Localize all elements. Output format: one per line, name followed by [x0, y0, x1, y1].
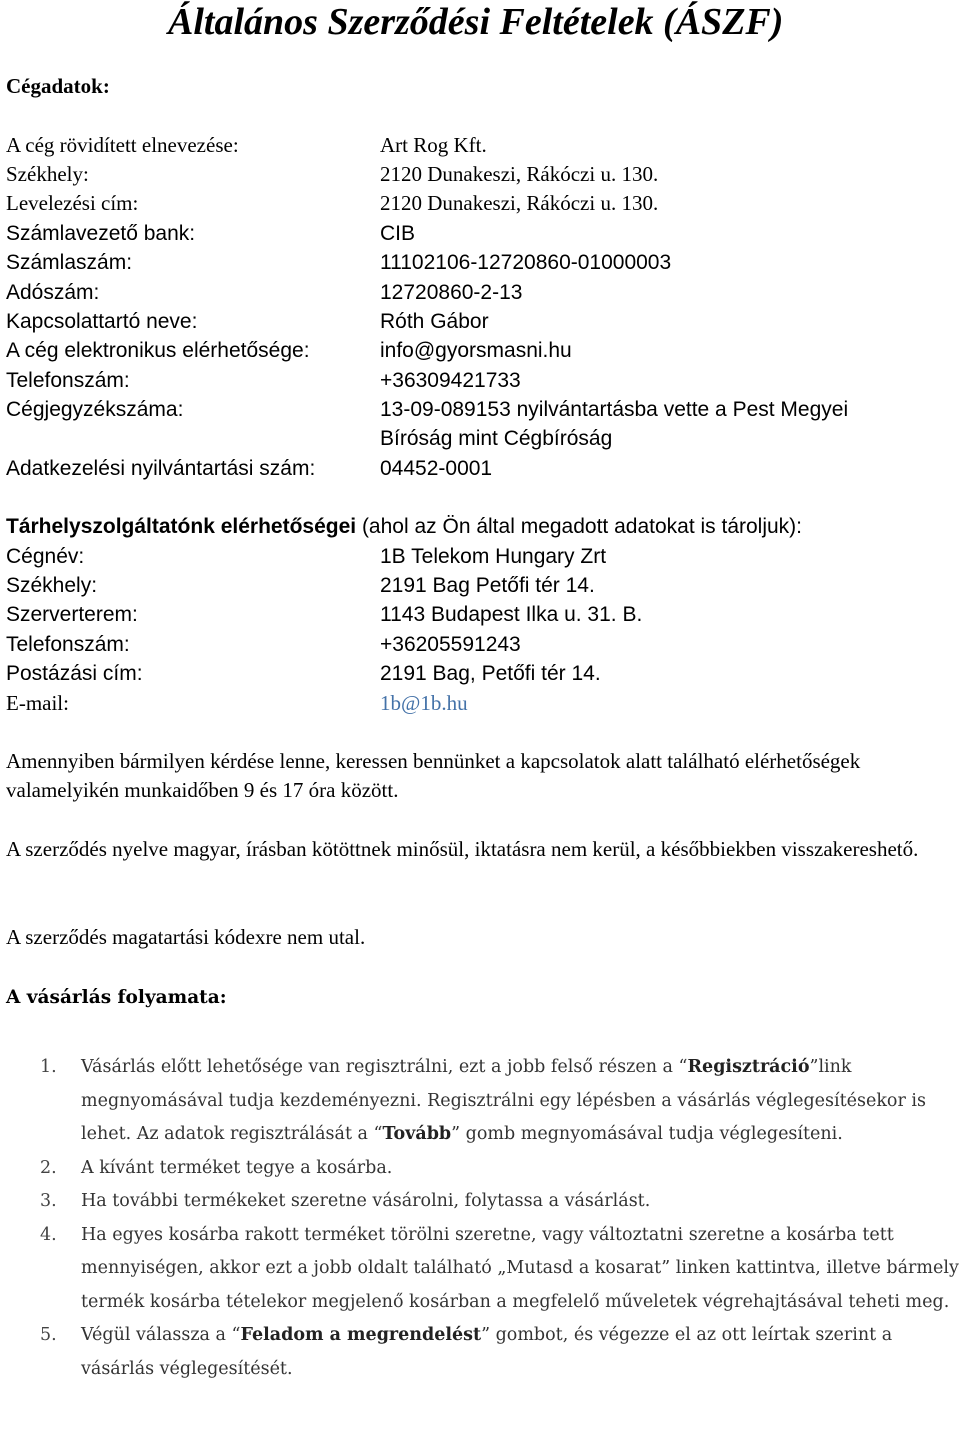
row-label: A cég elektronikus elérhetősége: [6, 339, 310, 362]
hosting-heading [6, 512, 802, 541]
company-row-mail-address [6, 189, 659, 218]
row-label: Székhely: [6, 162, 89, 186]
row-label: Adószám: [6, 281, 100, 304]
step-number: 4. [40, 1224, 57, 1245]
company-row-name [6, 131, 487, 160]
step-text: ” gomb megnyomásával tudja véglegesíteni. [451, 1124, 843, 1144]
list-item [40, 1152, 960, 1186]
row-label: E-mail: [6, 691, 69, 715]
row-value: 11102106-12720860-01000003 [380, 251, 672, 274]
hosting-email-link[interactable]: 1b@1b.hu [380, 691, 468, 715]
register-link[interactable]: Regisztráció [687, 1057, 810, 1077]
row-value: Art Rog Kft. [380, 133, 487, 157]
hosting-row-email [6, 689, 468, 718]
purchase-heading: A vásárlás folyamata: [6, 987, 227, 1008]
hosting-row-server [6, 600, 643, 629]
row-value: Bíróság mint Cégbíróság [380, 427, 613, 450]
company-row-tax [6, 278, 523, 307]
row-value: +36205591243 [380, 633, 521, 656]
step-number: 5. [40, 1325, 57, 1345]
row-label: Adatkezelési nyilvántartási szám: [6, 457, 316, 480]
list-item [40, 1219, 960, 1320]
company-email-link[interactable]: info@gyorsmasni.hu [380, 339, 572, 362]
hosting-row-seat [6, 571, 595, 600]
company-heading: Cégadatok: [6, 74, 110, 98]
list-item [40, 1051, 960, 1152]
contact-paragraph: Amennyiben bármilyen kérdése lenne, keressen bennünket a kapcsolatok alatt található elérhetőségek valamelyikén munkaidőben 9 és 17 óra között. [6, 749, 861, 802]
row-label: Cégnév: [6, 545, 85, 568]
row-label: Számlavezető bank: [6, 222, 196, 245]
step-text: A kívánt terméket tegye a kosárba. [81, 1157, 393, 1178]
row-label: Székhely: [6, 574, 98, 597]
row-label: Levelezési cím: [6, 191, 139, 215]
hosting-row-phone [6, 630, 521, 659]
row-value: +36309421733 [380, 369, 521, 392]
company-row-registry [6, 395, 849, 424]
company-row-data-protection [6, 454, 493, 483]
row-value: 04452-0001 [380, 457, 493, 480]
step-number: 3. [40, 1191, 57, 1211]
step-text: ”link megnyomásával tudja kezdeményezni. Regisztrálni egy lépésben a vásárlás véglegesítésekor is lehet. Az adatok regisztrálását a “ [81, 1057, 926, 1144]
step-number: 1. [40, 1057, 57, 1077]
step-text: ” gombot, és végezze el az ott leírtak szerint a vásárlás véglegesítését. [81, 1325, 893, 1379]
next-button-name: Tovább [382, 1124, 452, 1144]
list-item [40, 1319, 960, 1386]
row-value: 2120 Dunakeszi, Rákóczi u. 130. [380, 191, 659, 215]
row-label: Szerverterem: [6, 603, 138, 626]
step-text: Ha további termékeket szeretne vásárolni, folytassa a vásárlást. [81, 1191, 651, 1211]
row-value: 2191 Bag Petőfi tér 14. [380, 574, 595, 597]
row-value: 13-09-089153 nyilvántartásba vette a Pest Megyei [380, 398, 849, 421]
purchase-steps-list [40, 1051, 960, 1386]
hosting-row-name [6, 542, 607, 571]
page-title: Általános Szerződési Feltételek (ÁSZF) [168, 1, 784, 43]
row-label: Cégjegyzékszáma: [6, 398, 184, 421]
language-paragraph: A szerződés nyelve magyar, írásban kötöttnek minősül, iktatásra nem kerül, a későbbiekben visszakereshető. [6, 837, 919, 861]
company-row-email [6, 336, 572, 365]
row-value: 12720860-2-13 [380, 281, 523, 304]
hosting-heading-rest: (ahol az Ön által megadott adatokat is tároljuk): [356, 515, 803, 538]
row-label: Kapcsolattartó neve: [6, 310, 198, 333]
company-row-contact [6, 307, 489, 336]
row-value: Róth Gábor [380, 310, 489, 333]
step-number: 2. [40, 1157, 57, 1178]
code-paragraph: A szerződés magatartási kódexre nem utal. [6, 925, 366, 949]
list-item [40, 1185, 960, 1219]
row-value: 1B Telekom Hungary Zrt [380, 545, 607, 568]
row-value: 1143 Budapest Ilka u. 31. B. [380, 603, 643, 626]
step-text: Vásárlás előtt lehetősége van regisztrálni, ezt a jobb felső részen a “ [81, 1057, 688, 1077]
place-order-button-name: Feladom a megrendelést [240, 1325, 482, 1345]
row-label: A cég rövidített elnevezése: [6, 133, 239, 157]
row-label: Telefonszám: [6, 369, 130, 392]
company-row-account [6, 248, 672, 277]
row-label: Számlaszám: [6, 251, 133, 274]
row-value: 2191 Bag, Petőfi tér 14. [380, 662, 601, 685]
hosting-row-postal [6, 659, 601, 688]
step-text: Végül válassza a “ [81, 1325, 241, 1345]
company-row-bank [6, 219, 416, 248]
company-row-phone [6, 366, 521, 395]
company-row-seat [6, 160, 659, 189]
row-label: Telefonszám: [6, 633, 130, 656]
hosting-heading-bold: Tárhelyszolgáltatónk elérhetőségei [6, 515, 357, 538]
row-label: Postázási cím: [6, 662, 143, 685]
step-text: Ha egyes kosárba rakott terméket törölni szeretne, vagy változtatni szeretne a kosárba tett mennyiségen, akkor ezt a jobb oldalt található „Mutasd a kosarat” linken kattintva, illetve bármely termék kosárba tételekor megjelenő kosárban a megfelelő műveletek végrehajtásával teheti meg. [81, 1224, 959, 1312]
row-value: CIB [380, 222, 416, 245]
row-value: 2120 Dunakeszi, Rákóczi u. 130. [380, 162, 659, 186]
